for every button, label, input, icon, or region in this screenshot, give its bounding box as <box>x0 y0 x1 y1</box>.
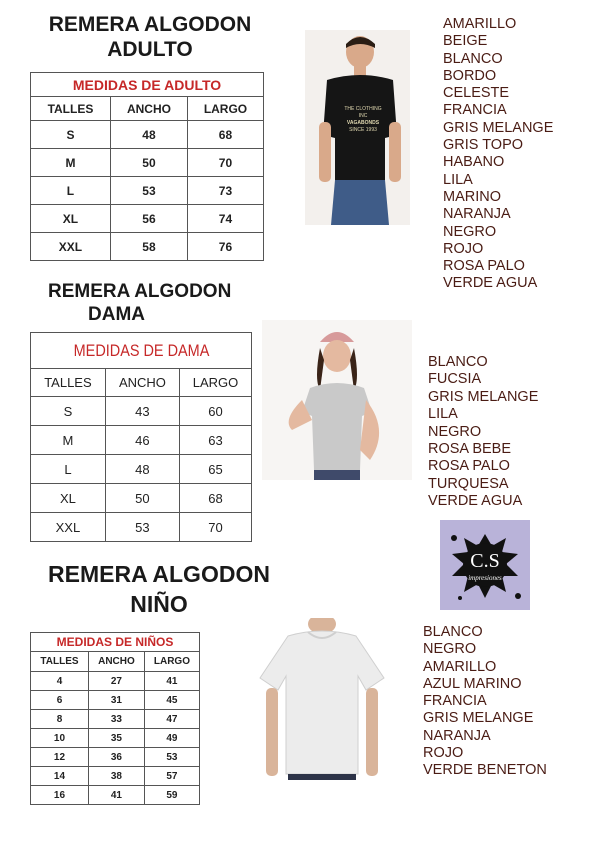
logo-subtitle: impresiones <box>468 574 502 582</box>
nino-size-table <box>30 632 200 805</box>
dama-header-ancho: ANCHO <box>105 369 179 397</box>
nino-color-list <box>423 624 547 780</box>
cell: L <box>31 177 111 205</box>
color-item: BLANCO <box>443 50 503 67</box>
cell: 53 <box>144 748 199 767</box>
cell: 31 <box>88 691 144 710</box>
dama-header-largo: LARGO <box>179 369 251 397</box>
adult-header-ancho: ANCHO <box>110 97 187 121</box>
nino-table-caption: MEDIDAS DE NIÑOS <box>31 633 200 652</box>
cell: 60 <box>179 397 251 426</box>
dama-header-talles: TALLES <box>31 369 106 397</box>
cell: 46 <box>105 426 179 455</box>
color-item: TURQUESA <box>428 475 509 492</box>
color-item: LILA <box>428 406 458 423</box>
adult-size-table <box>30 72 264 261</box>
color-item: MARINO <box>443 188 501 205</box>
cell: 68 <box>187 121 263 149</box>
color-item: FUCSIA <box>428 371 482 388</box>
dama-color-list <box>428 354 538 511</box>
shirt-print-line: SINCE 1993 <box>349 127 377 133</box>
nino-title-line1: REMERA ALGODON <box>48 561 270 587</box>
adult-header-largo: LARGO <box>187 97 263 121</box>
shirt-print <box>343 106 383 134</box>
cell: XL <box>31 484 106 513</box>
cell: 49 <box>144 729 199 748</box>
cell: 43 <box>105 397 179 426</box>
cell: 63 <box>179 426 251 455</box>
cell: S <box>31 121 111 149</box>
cell: 27 <box>88 672 144 691</box>
color-item: GRIS MELANGE <box>443 119 554 136</box>
dama-model-photo <box>262 320 412 480</box>
cell: 50 <box>105 484 179 513</box>
cell: 8 <box>31 710 89 729</box>
color-item: NEGRO <box>428 423 482 440</box>
cell: S <box>31 397 106 426</box>
cell: 56 <box>110 205 187 233</box>
cell: 70 <box>179 513 251 542</box>
cell: XXL <box>31 513 106 542</box>
color-item: NEGRO <box>443 223 497 240</box>
cell: 14 <box>31 767 89 786</box>
logo-initials: C.S <box>470 550 500 572</box>
cell: 41 <box>144 672 199 691</box>
cell: 59 <box>144 786 199 805</box>
cell: 16 <box>31 786 89 805</box>
cell: 48 <box>105 455 179 484</box>
cell: 74 <box>187 205 263 233</box>
color-item: AZUL MARINO <box>423 675 522 692</box>
nino-header-talles: TALLES <box>31 652 89 672</box>
shirt-print-line: THE CLOTHING INC <box>344 106 382 119</box>
cell: 35 <box>88 729 144 748</box>
color-item: ROJO <box>443 240 484 257</box>
cell: 53 <box>110 177 187 205</box>
color-item: BEIGE <box>443 33 488 50</box>
cell: 73 <box>187 177 263 205</box>
color-item: BORDO <box>443 67 497 84</box>
table-row <box>31 233 264 261</box>
cell: M <box>31 426 106 455</box>
adult-title <box>30 12 270 62</box>
table-row <box>31 205 264 233</box>
cell: 6 <box>31 691 89 710</box>
color-item: GRIS MELANGE <box>423 710 534 727</box>
cell: L <box>31 455 106 484</box>
cell: 70 <box>187 149 263 177</box>
table-row <box>31 691 200 710</box>
table-row <box>31 455 252 484</box>
color-item: FRANCIA <box>443 102 507 119</box>
cell: 48 <box>110 121 187 149</box>
table-row <box>31 748 200 767</box>
nino-title-line2: NIÑO <box>130 591 188 617</box>
cell: 53 <box>105 513 179 542</box>
color-item: FRANCIA <box>423 693 487 710</box>
cell: 36 <box>88 748 144 767</box>
cell: 47 <box>144 710 199 729</box>
cell: 76 <box>187 233 263 261</box>
dama-size-table <box>30 332 252 542</box>
table-row <box>31 426 252 455</box>
nino-header-ancho: ANCHO <box>88 652 144 672</box>
cell: 50 <box>110 149 187 177</box>
cell: 68 <box>179 484 251 513</box>
color-item: ROSA PALO <box>443 258 525 275</box>
color-item: ROJO <box>423 745 464 762</box>
color-item: BLANCO <box>423 624 483 640</box>
table-row <box>31 767 200 786</box>
cs-logo <box>440 520 530 610</box>
table-row <box>31 672 200 691</box>
table-row <box>31 149 264 177</box>
cell: 33 <box>88 710 144 729</box>
cell: XL <box>31 205 111 233</box>
table-row <box>31 786 200 805</box>
nino-title <box>24 559 294 619</box>
color-item: GRIS TOPO <box>443 137 524 154</box>
color-item: GRIS MELANGE <box>428 388 539 405</box>
table-row <box>31 710 200 729</box>
cell: 58 <box>110 233 187 261</box>
color-item: VERDE AGUA <box>443 275 538 292</box>
table-row <box>31 484 252 513</box>
dama-title-line2: DAMA <box>88 303 145 325</box>
color-item: CELESTE <box>443 85 510 102</box>
nino-header-largo: LARGO <box>144 652 199 672</box>
adult-model-photo <box>305 30 410 225</box>
cell: 57 <box>144 767 199 786</box>
adult-title-line1: REMERA ALGODON <box>48 13 252 36</box>
cell: 12 <box>31 748 89 767</box>
dama-title-line1: REMERA ALGODON <box>48 281 232 302</box>
adult-title-line2: ADULTO <box>107 38 193 62</box>
adult-color-list <box>443 16 553 293</box>
cell: 65 <box>179 455 251 484</box>
cell: XXL <box>31 233 111 261</box>
color-item: NARANJA <box>443 206 511 223</box>
nino-model-photo <box>258 618 386 780</box>
color-item: LILA <box>443 171 473 188</box>
table-row <box>31 729 200 748</box>
color-item: VERDE BENETON <box>423 762 547 779</box>
dama-title <box>30 281 300 327</box>
table-row <box>31 397 252 426</box>
adult-table-caption: MEDIDAS DE ADULTO <box>31 73 264 97</box>
table-row <box>31 513 252 542</box>
color-item: ROSA BEBE <box>428 441 512 458</box>
dama-table-caption: MEDIDAS DE DAMA <box>47 333 235 369</box>
table-row <box>31 121 264 149</box>
cell: 45 <box>144 691 199 710</box>
color-item: AMARILLO <box>443 16 517 32</box>
cell: 10 <box>31 729 89 748</box>
color-item: NARANJA <box>423 727 491 744</box>
adult-header-talles: TALLES <box>31 97 111 121</box>
color-item: BLANCO <box>428 354 488 370</box>
color-item: HABANO <box>443 154 505 171</box>
shirt-print-line: VAGABONDS <box>346 120 380 126</box>
color-item: ROSA PALO <box>428 458 510 475</box>
cell: 41 <box>88 786 144 805</box>
color-item: VERDE AGUA <box>428 493 523 510</box>
cell: 38 <box>88 767 144 786</box>
cell: M <box>31 149 111 177</box>
cell: 4 <box>31 672 89 691</box>
color-item: NEGRO <box>423 641 477 658</box>
color-item: AMARILLO <box>423 658 497 675</box>
table-row <box>31 177 264 205</box>
